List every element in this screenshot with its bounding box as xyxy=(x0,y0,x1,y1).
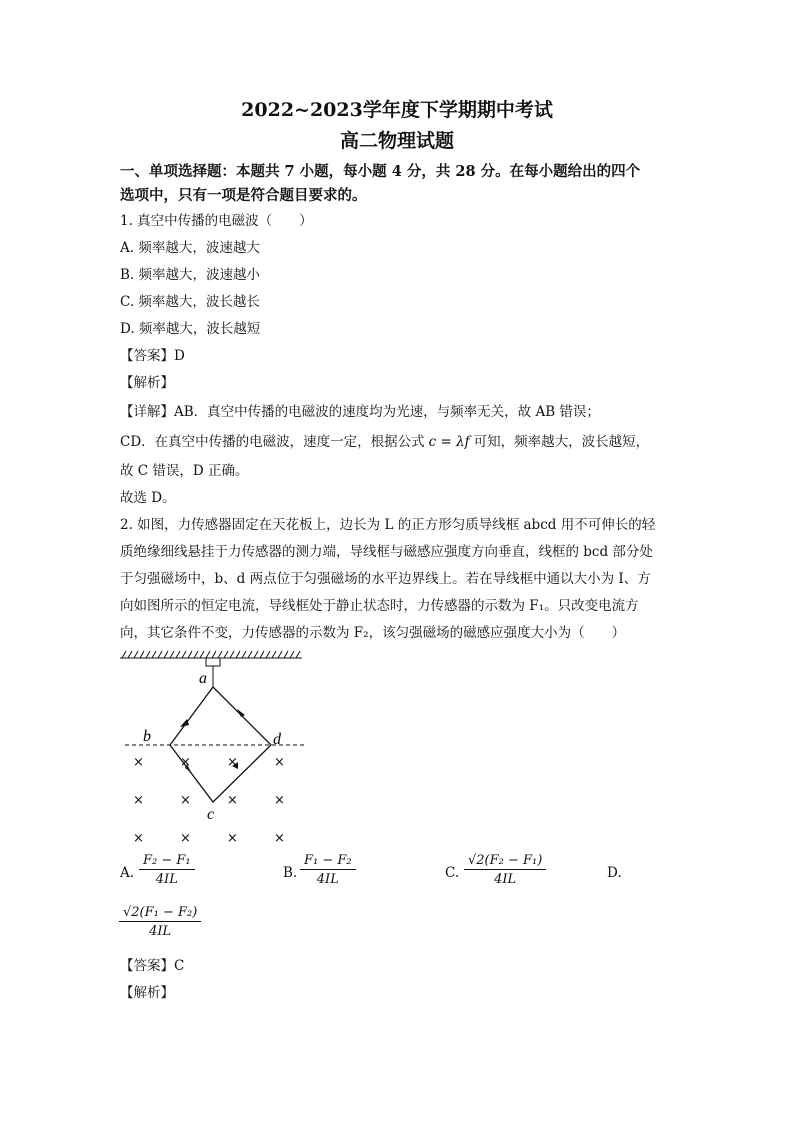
q1-detail-line2-text-b: 可知，频率越大，波长越短， xyxy=(473,434,650,450)
magnetic-field xyxy=(133,755,285,846)
field-mark: × xyxy=(180,755,191,770)
ceiling xyxy=(120,651,302,658)
q2-option-c-numerator: √2(F₂ − F₁) xyxy=(464,853,546,870)
field-mark: × xyxy=(133,755,144,770)
q2-option-d-denominator: 4IL xyxy=(149,924,172,939)
q2-option-b-label: B. xyxy=(283,865,298,881)
q2-option-a-denominator: 4IL xyxy=(155,872,178,887)
q2-option-b-denominator: 4IL xyxy=(316,872,339,887)
section-heading-line2: 选项中，只有一项是符合题目要求的。 xyxy=(120,187,367,204)
q2-option-a-label: A. xyxy=(120,865,135,881)
q2-option-c-fraction xyxy=(464,853,546,887)
q2-option-b-fraction xyxy=(300,853,356,887)
field-mark: × xyxy=(227,831,238,846)
wire-frame xyxy=(170,687,271,802)
q1-analysis-label: 【解析】 xyxy=(120,375,174,391)
q2-stem-line1: 2. 如图，力传感器固定在天花板上，边长为 L 的正方形匀质导线框 abcd 用不可伸长的轻 xyxy=(120,517,656,533)
q1-detail-line1: 【详解】AB．真空中传播的电磁波的速度均为光速，与频率无关，故 AB 错误； xyxy=(120,404,600,420)
q2-option-b-numerator: F₁ − F₂ xyxy=(300,853,356,870)
q2-option-d-label: D. xyxy=(607,865,622,881)
q2-option-d-fraction xyxy=(119,905,201,939)
q2-answer: 【答案】C xyxy=(120,958,185,974)
q1-option-b: B. 频率越大，波速越小 xyxy=(120,267,261,283)
q2-figure xyxy=(110,645,320,855)
q1-answer: 【答案】D xyxy=(120,348,185,364)
q2-stem-line3: 于匀强磁场中，b、d 两点位于匀强磁场的水平边界线上。若在导线框中通以大小为 I、方 xyxy=(120,571,651,587)
field-mark: × xyxy=(274,831,285,846)
q2-option-a-fraction xyxy=(139,853,195,887)
section-heading-line1: 一、单项选择题：本题共 7 小题，每小题 4 分，共 28 分。在每小题给出的四个 xyxy=(120,163,641,180)
q1-detail-line2 xyxy=(120,433,649,451)
force-sensor xyxy=(206,658,220,666)
q1-conclusion: 故选 D。 xyxy=(120,490,176,506)
field-mark: × xyxy=(180,793,191,808)
q2-option-c-denominator: 4IL xyxy=(494,872,517,887)
q2-stem-line4: 向如图所示的恒定电流，导线框处于静止状态时，力传感器的示数为 F₁。只改变电流方 xyxy=(120,598,639,614)
q2-stem-line2: 质绝缘细线悬挂于力传感器的测力端，导线框与磁感应强度方向垂直，线框的 bcd 部分处 xyxy=(120,544,653,560)
q1-option-d: D. 频率越大，波长越短 xyxy=(120,321,261,337)
q2-option-a-numerator: F₂ − F₁ xyxy=(139,853,195,870)
field-mark: × xyxy=(227,793,238,808)
q1-option-c: C. 频率越大，波长越长 xyxy=(120,294,260,310)
q2-analysis-label: 【解析】 xyxy=(120,985,174,1001)
label-d: d xyxy=(273,731,281,748)
field-mark: × xyxy=(274,793,285,808)
q2-stem-line5: 向，其它条件不变，力传感器的示数为 F₂，该匀强磁场的磁感应强度大小为（ ） xyxy=(120,625,626,641)
exam-title: 2022~2023学年度下学期期中考试 xyxy=(241,99,553,121)
q1-detail-line3: 故 C 错误，D 正确。 xyxy=(120,463,249,479)
q1-formula: c = λf xyxy=(428,434,470,450)
q1-option-a: A. 频率越大，波速越大 xyxy=(120,240,260,256)
field-mark: × xyxy=(133,831,144,846)
q2-option-d-numerator: √2(F₁ − F₂) xyxy=(119,905,201,922)
field-mark: × xyxy=(227,755,238,770)
exam-subtitle: 高二物理试题 xyxy=(339,130,454,152)
q1-stem: 1. 真空中传播的电磁波（ ） xyxy=(120,213,313,229)
q2-option-c-label: C. xyxy=(445,865,460,881)
label-c: c xyxy=(207,806,215,823)
field-mark: × xyxy=(274,755,285,770)
field-mark: × xyxy=(180,831,191,846)
label-a: a xyxy=(199,670,207,687)
label-b: b xyxy=(143,728,151,745)
q1-detail-line2-text-a: CD．在真空中传播的电磁波，速度一定，根据公式 xyxy=(120,434,425,450)
field-mark: × xyxy=(133,793,144,808)
